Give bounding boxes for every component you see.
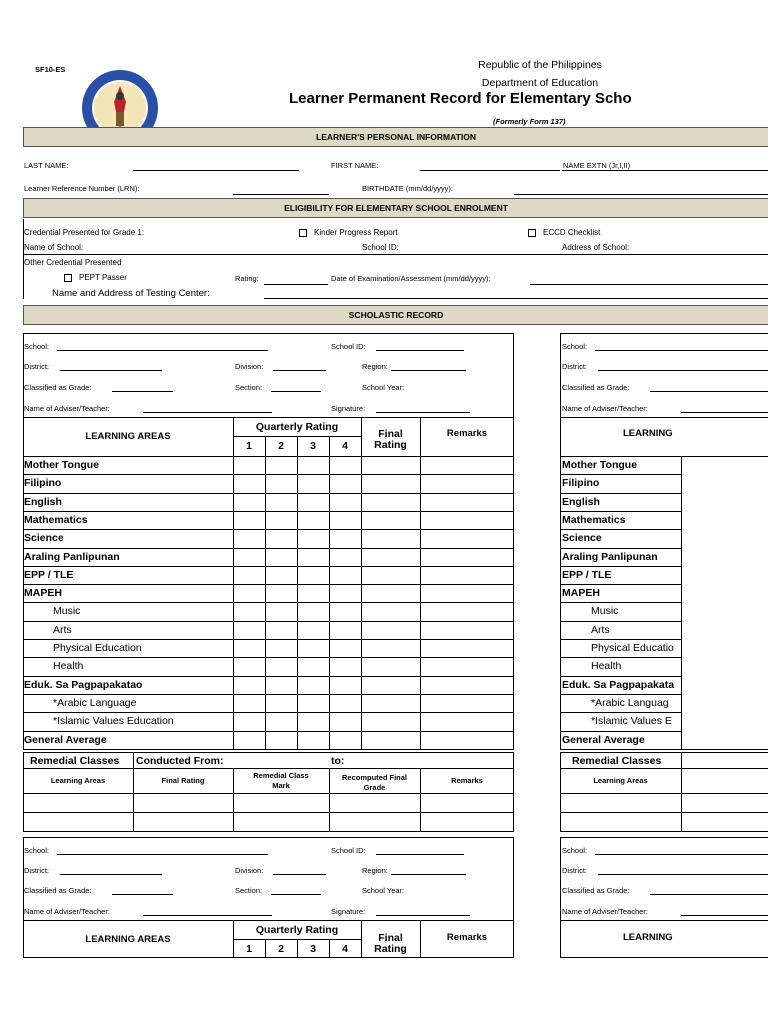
adviser-label: Name of Adviser/Teacher: (562, 907, 648, 916)
school-field[interactable] (57, 350, 268, 351)
divider (23, 254, 768, 255)
grid-line (681, 456, 682, 750)
grid-line (560, 417, 768, 418)
rem-class-mark-header (233, 771, 329, 791)
grid-line (560, 474, 681, 475)
adviser-field[interactable] (143, 915, 272, 916)
grid-line (560, 584, 681, 585)
rem-final-rating-header: Final Rating (161, 776, 205, 785)
school-field[interactable] (57, 854, 268, 855)
classified-label: Classified as Grade: (562, 886, 630, 895)
signature-label: Signature: (331, 907, 366, 916)
district-field[interactable] (598, 874, 768, 875)
school-field[interactable] (595, 854, 768, 855)
region-field[interactable] (391, 370, 466, 371)
remedial-label: Remedial Classes (30, 755, 120, 767)
school-label: School: (24, 846, 50, 855)
district-label: District: (24, 362, 49, 371)
rem-recomputed-line1: Recomputed Final (341, 773, 407, 782)
school-label: School: (24, 342, 50, 351)
adviser-label: Name of Adviser/Teacher: (562, 404, 648, 413)
grid-line (23, 602, 514, 603)
learning-areas-header: LEARNING AREAS (85, 431, 171, 442)
eligibility-band: ELIGIBILITY FOR ELEMENTARY SCHOOL ENROLMENT (23, 198, 768, 218)
subject-label: Health (591, 660, 622, 673)
grid-line (560, 566, 681, 567)
signature-field[interactable] (376, 915, 470, 916)
subject-label: Physical Educatio (591, 642, 674, 654)
section-field[interactable] (271, 894, 321, 895)
school-id-field[interactable] (376, 854, 464, 855)
division-field[interactable] (273, 874, 326, 875)
personal-info-band: LEARNER'S PERSONAL INFORMATION (23, 127, 768, 147)
subject-label: MAPEH (24, 587, 62, 600)
grid-line (560, 511, 681, 512)
section-label: Section: (235, 886, 263, 895)
rem-learning-areas-header: Learning Areas (593, 776, 648, 785)
grid-line (23, 793, 514, 794)
district-field[interactable] (60, 370, 162, 371)
other-credential-label: Other Credential Presented (24, 258, 122, 267)
subject-label: *Islamic Values E (591, 715, 672, 728)
name-extn-label: NAME EXTN (Jr,I,II) (563, 161, 631, 170)
school-label: School: (562, 342, 588, 351)
subject-label: Mathematics (24, 513, 88, 526)
grid-line (23, 493, 514, 494)
quarterly-rating-header: Quarterly Rating (255, 923, 339, 936)
kinder-checkbox[interactable] (299, 229, 307, 237)
grid-line (23, 712, 514, 713)
rem-class-mark-line1: Remedial Class (253, 771, 309, 780)
rem-recomputed-line2: Grade (363, 783, 386, 792)
grid-line (297, 436, 298, 750)
subject-label: Araling Panlipunan (562, 550, 658, 563)
adviser-label: Name of Adviser/Teacher: (24, 404, 110, 413)
grid-line (560, 456, 768, 457)
subject-label: Mathematics (562, 513, 626, 526)
q4-header: 4 (342, 942, 348, 955)
subject-label: Eduk. Sa Pagpapakata (562, 678, 675, 691)
credential-label: Credential Presented for Grade 1: (24, 228, 145, 237)
subject-label: *Islamic Values Education (53, 715, 174, 728)
final-rating-line1: Final (378, 428, 403, 440)
grid-line (23, 548, 514, 549)
district-label: District: (562, 866, 587, 875)
school-field[interactable] (595, 350, 768, 351)
division-field[interactable] (273, 370, 326, 371)
subject-label: General Average (24, 733, 107, 746)
testing-center-label: Name and Address of Testing Center: (52, 288, 210, 299)
subject-label: Science (562, 532, 602, 545)
division-label: Division: (235, 866, 264, 875)
pept-label: PEPT Passer (79, 273, 127, 282)
grid-line (23, 621, 514, 622)
birthdate-label: BIRTHDATE (mm/dd/yyyy): (362, 184, 453, 193)
classified-field[interactable] (112, 391, 173, 392)
exam-date-field[interactable] (530, 284, 768, 285)
school-id-label: School ID: (331, 846, 366, 855)
school-id-label: School ID: (331, 342, 366, 351)
q3-header: 3 (310, 942, 316, 955)
subject-label: MAPEH (562, 587, 600, 600)
subject-label: EPP / TLE (24, 568, 74, 581)
eccd-checkbox[interactable] (528, 229, 536, 237)
grid-line (560, 639, 681, 640)
region-label: Region: (362, 362, 388, 371)
form-subtitle: (Formerly Form 137) (493, 117, 566, 126)
district-field[interactable] (598, 370, 768, 371)
q1-header: 1 (246, 440, 252, 452)
school-id-label: School ID: (362, 243, 399, 252)
remedial-label: Remedial Classes (572, 755, 662, 767)
rem-learning-areas-header: Learning Areas (50, 776, 106, 785)
grid-line (560, 493, 681, 494)
subject-label: Filipino (24, 477, 62, 490)
rating-field[interactable] (264, 284, 328, 285)
final-rating-line2: Rating (374, 439, 407, 451)
subject-label: Araling Panlipunan (24, 550, 120, 563)
subject-label: Science (24, 532, 64, 545)
rem-remarks-header: Remarks (451, 776, 483, 785)
subject-label: Filipino (562, 477, 600, 490)
grid-line (560, 602, 681, 603)
last-name-field[interactable] (133, 170, 299, 171)
signature-label: Signature: (331, 404, 366, 413)
rem-class-mark-line2: Mark (272, 781, 290, 790)
grid-line (23, 639, 514, 640)
pept-checkbox[interactable] (64, 274, 72, 282)
grid-line (681, 752, 682, 832)
classified-label: Classified as Grade: (24, 383, 92, 392)
grid-line (265, 436, 266, 750)
grid-line (560, 529, 681, 530)
subject-label: General Average (562, 733, 645, 746)
birthdate-field[interactable] (514, 194, 768, 195)
subject-label: Mother Tongue (24, 459, 100, 471)
page-title: Learner Permanent Record for Elementary Scho (289, 90, 632, 107)
q3-header: 3 (310, 440, 316, 452)
district-label: District: (562, 362, 587, 371)
division-label: Division: (235, 362, 264, 371)
subject-label: English (562, 495, 600, 508)
remarks-header: Remarks (446, 931, 488, 943)
classified-field[interactable] (650, 894, 768, 895)
q4-header: 4 (342, 440, 348, 452)
adviser-field[interactable] (143, 412, 272, 413)
school-year-label: School Year: (362, 383, 405, 392)
classified-label: Classified as Grade: (24, 886, 92, 895)
district-label: District: (24, 866, 49, 875)
learning-areas-header: LEARNING (623, 932, 673, 943)
school-name-label: Name of School: (24, 243, 84, 252)
subject-label: Arts (53, 623, 72, 636)
subject-label: Music (53, 605, 81, 618)
final-rating-header (361, 933, 420, 955)
subject-label: *Arabic Languag (591, 696, 669, 709)
q2-header: 2 (278, 942, 284, 955)
conducted-from-label: Conducted From: (136, 755, 224, 767)
subject-label: Arts (591, 623, 610, 636)
form-code: SF10-ES (35, 65, 66, 74)
subject-label: EPP / TLE (562, 568, 612, 581)
classified-field[interactable] (650, 391, 768, 392)
grid-line (560, 920, 768, 921)
school-id-field[interactable] (376, 350, 464, 351)
grid-line (560, 712, 681, 713)
grid-line (560, 657, 681, 658)
school-year-label: School Year: (362, 886, 405, 895)
grid-line (23, 511, 514, 512)
first-name-label: FIRST NAME: (331, 161, 379, 170)
grid-line (23, 731, 514, 732)
subject-label: Health (53, 660, 84, 673)
section-label: Section: (235, 383, 263, 392)
scholastic-band: SCHOLASTIC RECORD (23, 305, 768, 325)
subject-label: *Arabic Language (53, 696, 137, 709)
to-label: to: (331, 755, 345, 767)
district-field[interactable] (60, 874, 162, 875)
learning-areas-header: LEARNING (623, 428, 673, 439)
grid-line (23, 812, 514, 813)
classified-label: Classified as Grade: (562, 383, 630, 392)
school-label: School: (562, 846, 588, 855)
grid-line (560, 731, 681, 732)
signature-field[interactable] (376, 412, 470, 413)
rating-label: Rating: (235, 274, 259, 283)
lrn-label: Learner Reference Number (LRN): (24, 184, 140, 193)
region-label: Region: (362, 866, 388, 875)
grid-line (23, 694, 514, 695)
subject-label: English (24, 495, 62, 508)
rem-recomputed-header (329, 773, 420, 793)
grid-line (560, 548, 681, 549)
header-line2: Department of Education (481, 77, 599, 89)
quarterly-rating-header: Quarterly Rating (255, 420, 339, 433)
grid-line (23, 456, 514, 457)
adviser-label: Name of Adviser/Teacher: (24, 907, 110, 916)
grid-line (329, 436, 330, 750)
exam-date-label: Date of Examination/Assessment (mm/dd/yyyy): (331, 274, 491, 283)
testing-center-field[interactable] (264, 298, 768, 299)
grid-line (560, 694, 681, 695)
section-field[interactable] (271, 391, 321, 392)
grid-line (23, 474, 514, 475)
grid-line (560, 621, 681, 622)
final-rating-line2: Rating (374, 943, 407, 955)
q2-header: 2 (278, 440, 284, 452)
eccd-label: ECCD Checklist (543, 228, 601, 237)
adviser-field[interactable] (681, 412, 768, 413)
q1-header: 1 (246, 942, 252, 955)
first-name-field[interactable] (420, 170, 560, 171)
subject-label: Eduk. Sa Pagpapakatao (24, 678, 143, 691)
subject-label: Physical Education (53, 642, 142, 654)
region-field[interactable] (391, 874, 466, 875)
kinder-label: Kinder Progress Report (314, 228, 398, 237)
grid-line (23, 676, 514, 677)
grid-line (560, 793, 768, 794)
subject-label: Mother Tongue (562, 459, 638, 471)
school-address-label: Address of School: (562, 243, 630, 252)
remarks-header: Remarks (446, 427, 488, 439)
last-name-label: LAST NAME: (24, 161, 69, 170)
adviser-field[interactable] (681, 915, 768, 916)
subject-label: Music (591, 605, 619, 618)
header-line1: Republic of the Philippines (478, 59, 602, 71)
final-rating-line1: Final (378, 932, 403, 944)
classified-field[interactable] (112, 894, 173, 895)
grid-line (23, 584, 514, 585)
final-rating-header (361, 429, 420, 451)
grid-line (23, 529, 514, 530)
grid-line (23, 566, 514, 567)
learning-areas-header: LEARNING AREAS (85, 933, 171, 945)
lrn-field[interactable] (233, 194, 329, 195)
grid-line (23, 657, 514, 658)
name-extn-field[interactable] (562, 170, 768, 171)
grid-line (560, 676, 681, 677)
grid-line (560, 812, 768, 813)
